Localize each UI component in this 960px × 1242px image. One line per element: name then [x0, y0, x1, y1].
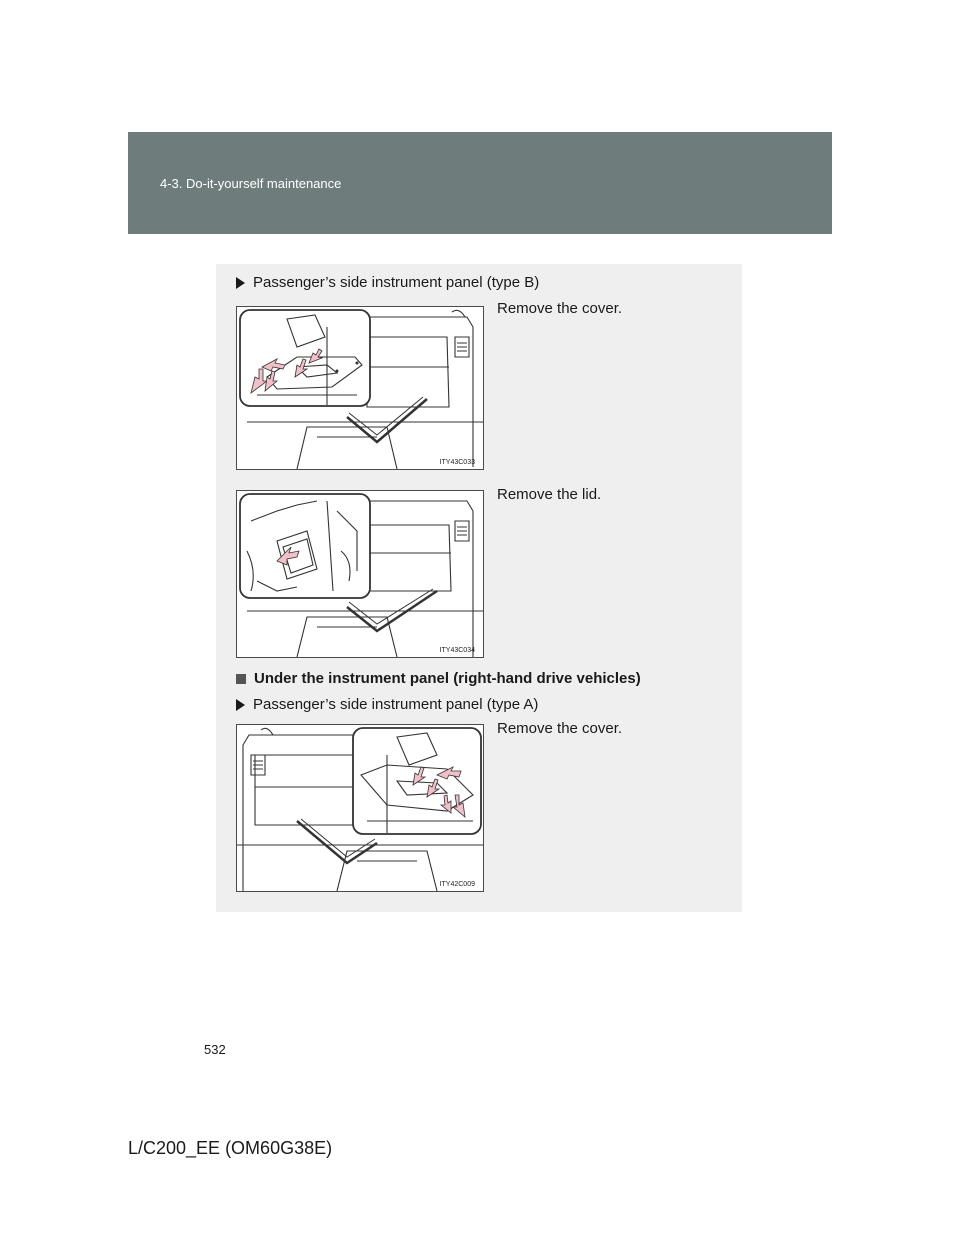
illustration-dashboard-cover-b	[237, 307, 483, 469]
square-bullet-icon	[236, 674, 246, 684]
triangle-bullet-icon	[236, 699, 245, 711]
section-title: 4-3. Do-it-yourself maintenance	[160, 176, 342, 191]
instruction-remove-cover-1: Remove the cover.	[497, 300, 623, 317]
figure-code: ITY43C033	[439, 459, 475, 466]
rhd-heading-text: Under the instrument panel (right-hand drive vehicles)	[254, 670, 641, 687]
figure-remove-cover-type-b	[236, 306, 484, 470]
illustration-dashboard-lid	[237, 491, 483, 657]
figure-remove-lid	[236, 490, 484, 658]
page-number: 532	[204, 1042, 226, 1057]
type-b-heading-text: Passenger’s side instrument panel (type B)	[253, 274, 540, 291]
figure-remove-cover-type-a	[236, 724, 484, 892]
type-a-heading-text: Passenger’s side instrument panel (type A)	[253, 696, 539, 713]
type-b-heading	[236, 274, 539, 291]
instruction-remove-cover-2: Remove the cover.	[497, 720, 623, 737]
footer-manual-code: L/C200_EE (OM60G38E)	[128, 1138, 333, 1158]
instruction-remove-lid: Remove the lid.	[497, 486, 602, 503]
type-a-heading	[236, 696, 538, 713]
figure-code: ITY42C009	[439, 881, 475, 888]
figure-code: ITY43C034	[439, 647, 475, 654]
rhd-section-heading	[236, 670, 641, 687]
triangle-bullet-icon	[236, 277, 245, 289]
illustration-dashboard-cover-a	[237, 725, 483, 891]
header-bar	[128, 132, 832, 234]
